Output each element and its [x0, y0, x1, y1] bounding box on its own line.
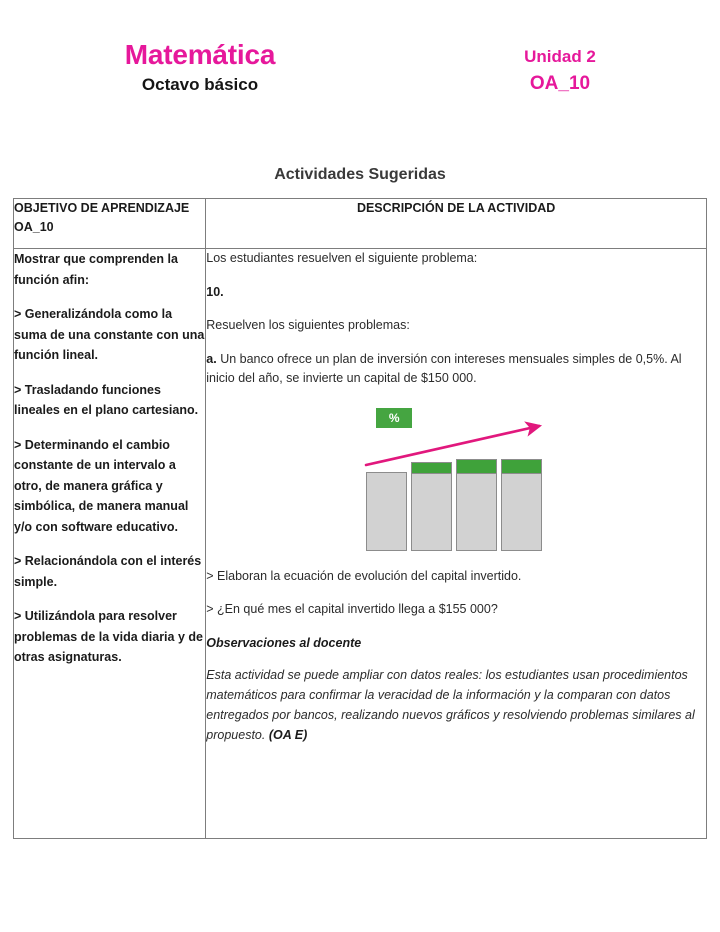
objective-bullet-1: > Generalizándola como la suma de una constante con una función lineal.	[14, 307, 205, 362]
table-header-row	[14, 199, 707, 249]
observations-tag: (OA E)	[268, 728, 308, 742]
description-item-number	[206, 283, 706, 303]
table-body-row	[14, 249, 707, 839]
problem-label: a.	[206, 351, 217, 366]
subject-title: Matemática	[124, 39, 276, 70]
description-problem	[206, 350, 706, 389]
observations-text: Esta actividad se puede ampliar con datos reales: los estudiantes usan procedimientos matemáticos para confirmar la veracidad de la información y la comparan con datos entregados por bancos, realizando nuevos gráficos y resolviendo problemas similares al propuesto.	[206, 668, 695, 742]
objective-bullet-4: > Relacionándola con el interés simple.	[14, 554, 202, 589]
observations-heading: Observaciones al docente	[206, 635, 362, 650]
trend-arrow-icon	[354, 403, 564, 563]
observations-paragraph	[206, 665, 706, 745]
oa-code-label: OA_10	[529, 73, 591, 94]
objective-bullet-2: > Trasladando funciones lineales en el plano cartesiano.	[14, 382, 199, 417]
description-sub-intro: Resuelven los siguientes problemas:	[206, 318, 410, 332]
unit-label: Unidad 2	[524, 47, 596, 66]
activities-table	[13, 198, 707, 839]
objective-intro: Mostrar que comprenden la función afin:	[14, 252, 178, 287]
item-number-text: 10.	[206, 284, 224, 299]
follow-up-1: > Elaboran la ecuación de evolución del capital invertido.	[206, 568, 522, 583]
header-right-block	[420, 44, 700, 97]
description-cell	[206, 249, 707, 839]
follow-up-2: > ¿En qué mes el capital invertido llega a $155 000?	[206, 602, 498, 616]
header-left-block	[0, 38, 400, 97]
table-header-description: DESCRIPCIÓN DE LA ACTIVIDAD	[206, 199, 707, 249]
description-intro: Los estudiantes resuelven el siguiente problema:	[206, 251, 478, 265]
growth-bar-chart	[354, 403, 564, 563]
problem-text: Un banco ofrece un plan de inversión con intereses mensuales simples de 0,5%. Al inicio del año, se invierte un capital de $150 000.	[206, 351, 682, 385]
objective-cell	[14, 249, 206, 839]
document-header	[0, 38, 720, 120]
objective-bullet-3: > Determinando el cambio constante de un intervalo a otro, de manera gráfica y simbólica, de manera manual y/o con software educativo.	[14, 437, 189, 534]
subject-level: Octavo básico	[141, 75, 259, 94]
objective-bullet-5: > Utilizándola para resolver problemas de la vida diaria y de otras asignaturas.	[14, 609, 203, 664]
illustration-container	[206, 403, 706, 563]
percent-badge-icon: %	[376, 408, 412, 428]
table-header-objective: OBJETIVO DE APRENDIZAJE OA_10	[14, 199, 206, 249]
section-title: Actividades Sugeridas	[274, 166, 446, 183]
